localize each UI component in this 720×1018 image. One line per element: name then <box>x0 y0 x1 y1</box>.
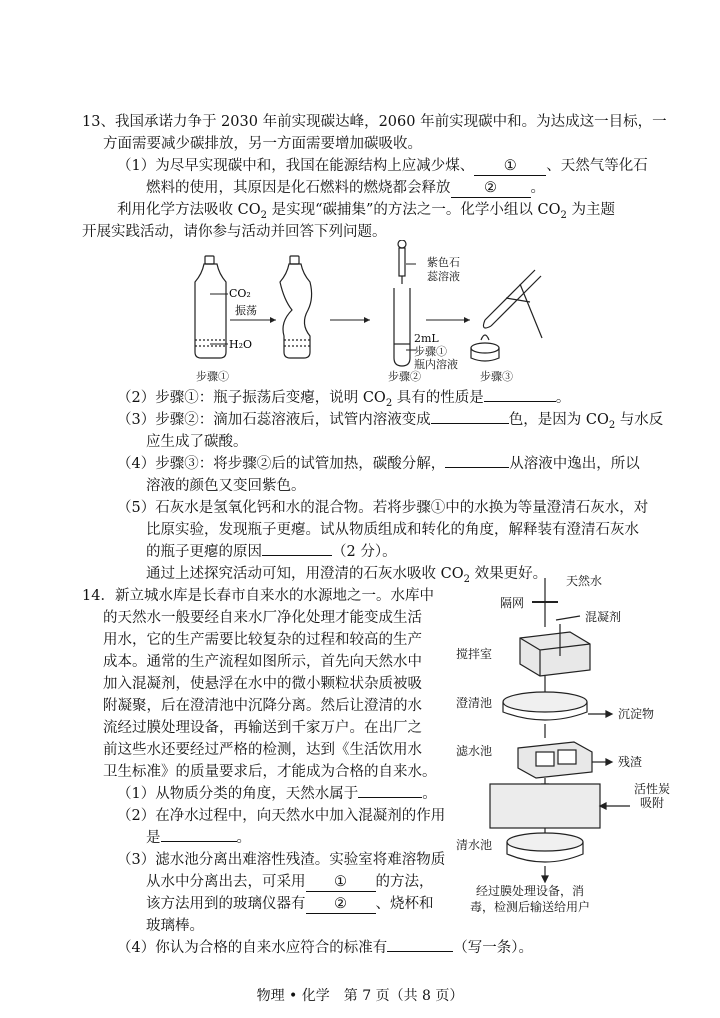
q14-part3-line4: 玻璃棒。 <box>146 918 204 934</box>
q13-part2: （2）步骤①：瓶子振荡后变瘪，说明 $CO_2$ 具有的性质是 。 <box>117 390 571 409</box>
label-step1-liquid: 步骤① <box>414 345 447 358</box>
bottle-deformed <box>280 256 312 358</box>
dropper <box>398 240 406 284</box>
q14-line-9: 卫生标准》的质量要求后，才能成为合格的自来水。 <box>103 764 437 780</box>
label-clean-water: 清水池 <box>456 838 493 852</box>
q13-blank-2[interactable]: ② <box>451 179 531 198</box>
q13-part4: （4）步骤③：将步骤②后的试管加热，碳酸分解， 从溶液中逸出，所以 <box>117 456 640 472</box>
q14-blank-1[interactable]: ① <box>306 873 376 892</box>
q13-blank-p2[interactable] <box>484 401 556 402</box>
label-final-2: 毒，检测后输送给用户 <box>470 900 591 914</box>
bottle-step1 <box>195 256 226 358</box>
q13-blank-1[interactable]: ① <box>474 157 546 176</box>
q14-line-6: 附凝聚，后在澄清池中沉降分离。然后让澄清的水 <box>103 698 422 714</box>
q14-line-3: 用水，它的生产需要比较复杂的过程和较高的生产 <box>103 632 422 648</box>
label-screen: 隔网 <box>500 596 525 610</box>
coagulant-pointer <box>556 616 580 620</box>
label-filter: 滤水池 <box>456 744 493 758</box>
label-litmus-2: 蕊溶液 <box>427 270 460 283</box>
q13-part4-line2: 溶液的颜色又变回紫色。 <box>146 478 306 494</box>
label-natural-water: 天然水 <box>566 574 603 588</box>
label-step3: 步骤③ <box>480 370 513 383</box>
q13-intro-line2: 开展实践活动，请你参与活动并回答下列问题。 <box>82 224 387 240</box>
label-step2: 步骤② <box>388 370 421 383</box>
q14-line-7: 流经过膜处理设备，再输送到千家万户。在出厂之 <box>103 720 422 736</box>
q14-part3-line2: 从水中分离出去，可采用 ① 的方法， <box>146 874 434 890</box>
label-step1-liquid2: 瓶内溶液 <box>414 358 458 371</box>
mixing-chamber-box <box>520 632 590 676</box>
q13-part3-line2: 应生成了碳酸。 <box>146 434 248 450</box>
q14-line-5: 加入混凝剂，使悬浮在水中的微小颗粒状杂质被吸 <box>103 676 422 692</box>
q13-intro: 利用化学方法吸收 $CO_2$ 是实现“碳捕集”的方法之一。化学小组以 $CO_2$ 为主题 <box>117 202 615 221</box>
q14-part1: （1）从物质分类的角度，天然水属于 。 <box>117 786 437 802</box>
label-carbon-2: 吸附 <box>640 796 665 810</box>
label-2ml: 2mL <box>414 332 439 345</box>
q13-part5-line3: 的瓶子更瘪的原因 （2 分）。 <box>146 544 397 560</box>
q14-part2: （2）在净水过程中，向天然水中加入混凝剂的作用 <box>117 808 446 824</box>
q14-part3: （3）滤水池分离出难溶性残渣。实验室将难溶物质 <box>117 852 446 868</box>
q13-line-1: 13、我国承诺力争于 2030 年前实现碳达峰，2060 年前实现碳中和。为达成这一目标，一 <box>82 114 667 130</box>
label-clarifier: 澄清池 <box>456 696 493 710</box>
q13-part5-line1: （5）石灰水是氢氧化钙和水的混合物。若将步骤①中的水换为等量澄清石灰水，对 <box>117 500 649 516</box>
q13-blank-p5[interactable] <box>262 555 332 556</box>
q14-blank-2[interactable]: ② <box>306 895 376 914</box>
q13-blank-p3[interactable] <box>431 423 509 424</box>
q14-part4: （4）你认为合格的自来水应符合的标准有 （写一条）。 <box>117 940 533 956</box>
label-co2: CO₂ <box>229 287 251 300</box>
clean-water-basin <box>507 833 583 851</box>
q13-part1: （1）为尽早实现碳中和，我国在能源结构上应减少煤、 ① 、天然气等化石 <box>117 158 648 174</box>
label-litmus-1: 紫色石 <box>427 256 460 269</box>
q13-conclusion: 通过上述探究活动可知，用澄清的石灰水吸收 $CO_2$ 效果更好。 <box>146 566 548 585</box>
carbon-block <box>490 784 600 828</box>
q13-blank-p4[interactable] <box>445 467 509 468</box>
label-coagulant: 混凝剂 <box>585 610 622 624</box>
q14-line-8: 前这些水还要经过严格的检测，达到《生活饮用水 <box>103 742 422 758</box>
q13-part3: （3）步骤②：滴加石蕊溶液后，试管内溶液变成 色，是因为 $CO_2$ 与水反 <box>117 412 664 431</box>
filter-tank <box>518 742 592 778</box>
q14-part2-line2: 是 。 <box>146 830 251 846</box>
label-final-1: 经过膜处理设备，消 <box>476 884 585 898</box>
test-tube <box>394 288 410 366</box>
heating-setup <box>471 270 542 361</box>
label-mixing: 搅拌室 <box>456 647 493 661</box>
q14-blank-p4[interactable] <box>387 951 453 952</box>
q13-part5-line2: 比原实验，发现瓶子更瘪。试从物质组成和转化的角度，解释装有澄清石灰水 <box>146 522 639 538</box>
q14-part3-line3: 该方法用到的玻璃仪器有 ② 、烧杯和 <box>146 896 434 912</box>
q13-part1-line2: 燃料的使用，其原因是化石燃料的燃烧都会释放 ② 。 <box>146 180 545 196</box>
q14-line-4: 成本。通常的生产流程如图所示，首先向天然水中 <box>103 654 422 670</box>
clarifier-basin <box>503 692 587 712</box>
q14-line-2: 的天然水一般要经自来水厂净化处理才能变成生活 <box>103 610 422 626</box>
q14-line-1: 14．新立城水库是长春市自来水的水源地之一。水库中 <box>82 588 434 604</box>
q13-experiment-figure <box>180 240 550 380</box>
label-residue: 残渣 <box>618 755 643 769</box>
q14-blank-p1[interactable] <box>358 797 422 798</box>
label-carbon-1: 活性炭 <box>634 782 671 796</box>
label-shake: 振荡 <box>235 304 257 317</box>
q14-blank-p2[interactable] <box>161 841 237 842</box>
q13-line-2: 方面需要减少碳排放，另一方面需要增加碳吸收。 <box>103 136 422 152</box>
label-h2o: H₂O <box>229 338 253 351</box>
label-sediment: 沉淀物 <box>618 707 655 721</box>
label-step1: 步骤① <box>196 370 229 383</box>
page-footer: 物理 • 化学 第 7 页（共 8 页） <box>256 988 464 1004</box>
